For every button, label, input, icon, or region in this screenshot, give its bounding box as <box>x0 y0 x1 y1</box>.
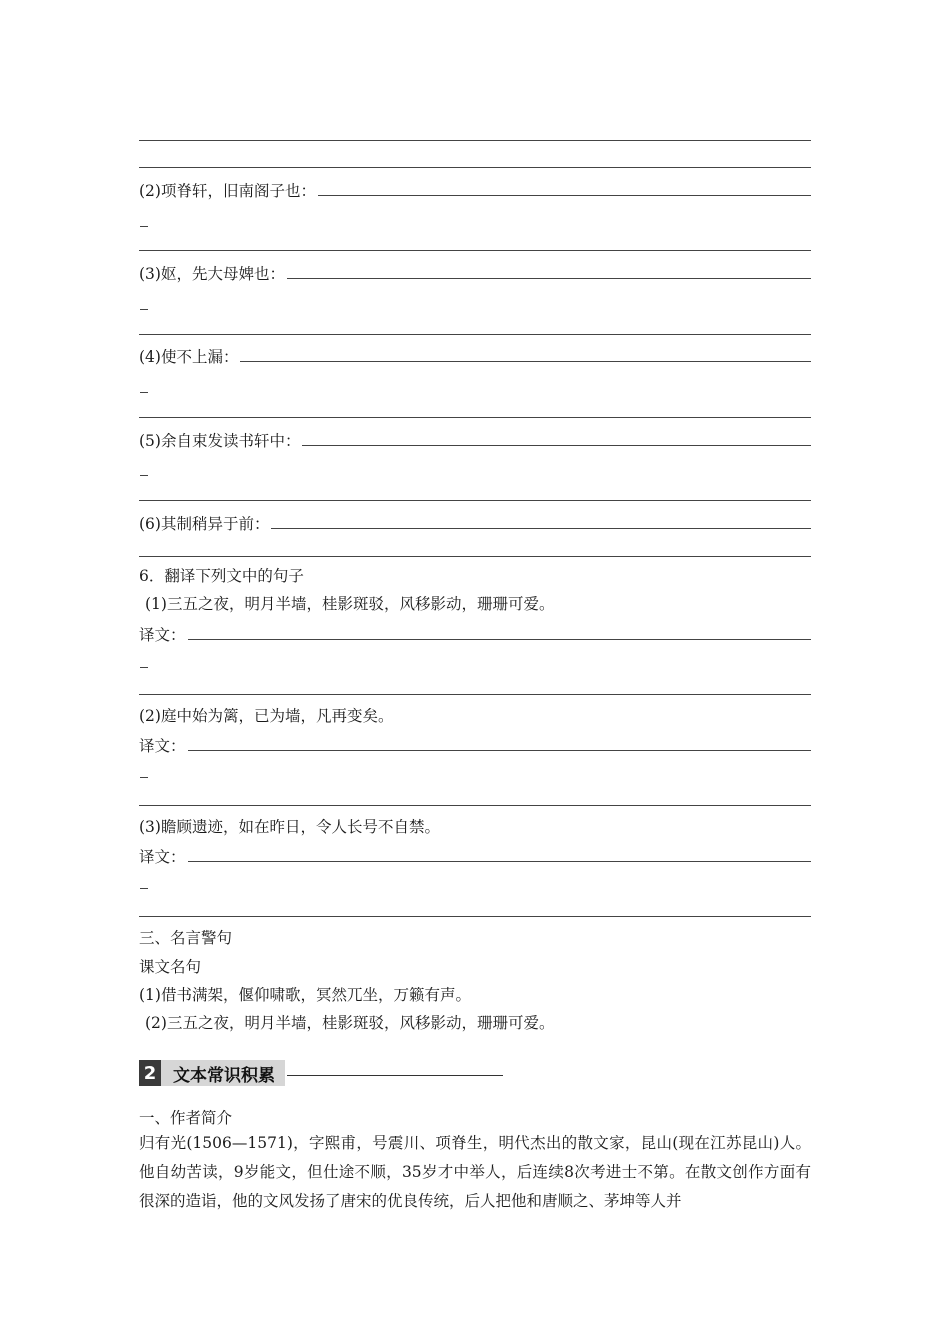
famous-quote: (2)三五之夜，明月半墙，桂影斑驳，风移影动，珊珊可爱。 <box>145 1014 555 1032</box>
line-continuation-dash <box>140 309 148 310</box>
translation-sentence: (2)庭中始为篱，已为墙，凡再变矣。 <box>139 707 394 725</box>
question-item-label: (2)项脊轩，旧南阁子也： <box>139 182 316 200</box>
answer-line[interactable] <box>139 694 811 695</box>
line-continuation-dash <box>140 888 148 889</box>
question-item-label: (5)余自束发读书轩中： <box>139 432 301 450</box>
question-item-label: (6)其制稍异于前： <box>139 515 270 533</box>
section-title: 三、名言警句 <box>139 929 233 947</box>
translation-label: 译文： <box>139 737 186 755</box>
line-continuation-dash <box>140 667 148 668</box>
translation-sentence: (3)瞻顾遗迹，如在昨日，令人长号不自禁。 <box>139 818 440 836</box>
author-intro-text: 归有光(1506—1571)，字熙甫，号震川、项脊生，明代杰出的散文家，昆山(现在江苏昆山)人。他自幼苦读，9岁能文，但仕途不顺，35岁才中举人，后连续8次考进士不第。在散文创作方面有很深的造诣，他的文风发扬了唐宋的优良传统，后人把他和唐顺之、茅坤等人并 <box>139 1134 811 1210</box>
answer-line[interactable] <box>139 167 811 168</box>
answer-line[interactable] <box>139 750 811 751</box>
question-6-title: 6．翻译下列文中的句子 <box>139 567 304 585</box>
answer-line[interactable] <box>139 250 811 251</box>
line-continuation-dash <box>140 475 148 476</box>
answer-line[interactable] <box>139 334 811 335</box>
answer-line[interactable] <box>139 805 811 806</box>
section-heading <box>139 1060 503 1086</box>
answer-line[interactable] <box>139 639 811 640</box>
line-continuation-dash <box>140 777 148 778</box>
section-heading-title: 文本常识积累 <box>161 1060 285 1086</box>
answer-line[interactable] <box>139 417 811 418</box>
translation-label: 译文： <box>139 848 186 866</box>
line-continuation-dash <box>140 226 148 227</box>
author-intro-title: 一、作者简介 <box>139 1109 233 1127</box>
line-continuation-dash <box>140 392 148 393</box>
section-number-badge: 2 <box>139 1060 161 1086</box>
answer-line[interactable] <box>139 916 811 917</box>
heading-rule <box>287 1075 503 1076</box>
answer-line[interactable] <box>139 140 811 141</box>
translation-sentence: (1)三五之夜，明月半墙，桂影斑驳，风移影动，珊珊可爱。 <box>145 595 555 613</box>
translation-label: 译文： <box>139 626 186 644</box>
question-item-label: (4)使不上漏： <box>139 348 239 366</box>
section-subtitle: 课文名句 <box>139 958 202 976</box>
answer-line[interactable] <box>139 500 811 501</box>
answer-line[interactable] <box>139 556 811 557</box>
famous-quote: (1)借书满架，偃仰啸歌，冥然兀坐，万籁有声。 <box>139 986 471 1004</box>
answer-line[interactable] <box>139 861 811 862</box>
question-item-label: (3)妪，先大母婢也： <box>139 265 285 283</box>
